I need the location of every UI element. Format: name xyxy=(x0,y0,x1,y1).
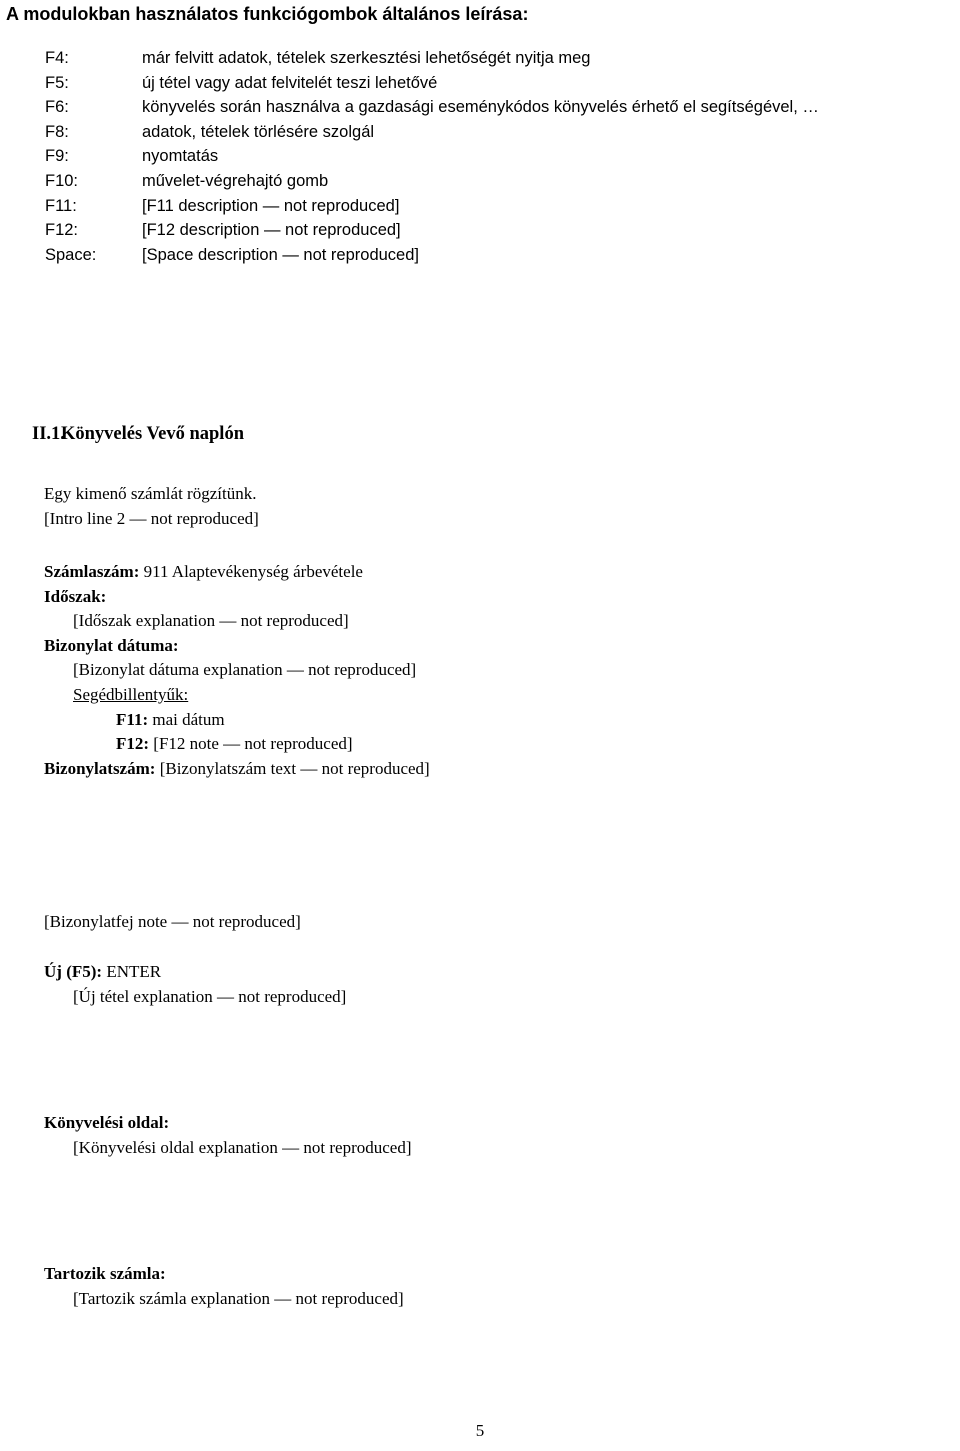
function-key-label: F8: xyxy=(45,122,69,141)
uj-tetel-block xyxy=(44,960,957,1009)
uj-tetel-line xyxy=(44,960,957,985)
section-number: II.1. xyxy=(32,424,65,444)
elkeszult-block xyxy=(44,910,957,935)
intro-line: Egy kimenő számlát rögzítünk. xyxy=(44,484,257,503)
section-title xyxy=(32,422,244,447)
bizonylatszam-label: Bizonylatszám: xyxy=(44,758,156,778)
f11-key: F11: xyxy=(116,709,149,729)
uj-tetel-value: ENTER xyxy=(106,962,162,981)
f11-text: mai dátum xyxy=(152,709,225,729)
function-key-description: [F12 description — not reproduced] xyxy=(142,221,401,240)
function-key-row xyxy=(45,169,945,194)
f12-key: F12: xyxy=(116,734,150,754)
function-key-label: F4: xyxy=(45,49,69,67)
function-key-label: F9: xyxy=(45,147,69,166)
szamlaszam-value: 911 Alaptevékenység árbevétele xyxy=(143,562,363,581)
tartozik-szamla-block xyxy=(44,1262,957,1311)
function-keys-heading: A modulokban használatos funkciógombok általános leírása: xyxy=(6,4,529,24)
tartozik-szamla-text: [Tartozik számla explanation — not reproduced] xyxy=(73,1288,404,1308)
fields-block xyxy=(44,560,957,781)
function-key-row xyxy=(45,95,945,120)
function-key-description: könyvelés során használva a gazdasági eseménykódos könyvelés érhető el segítségével, … xyxy=(142,98,819,117)
bizonylat-datuma-label: Bizonylat dátuma: xyxy=(44,635,179,655)
function-key-row xyxy=(45,46,945,71)
function-key-row xyxy=(45,71,945,96)
konyvelesi-oldal-text: [Könyvelési oldal explanation — not reproduced] xyxy=(73,1137,412,1157)
uj-tetel-label: Új (F5): xyxy=(44,962,103,981)
function-key-description: [F11 description — not reproduced] xyxy=(142,196,400,215)
function-key-description: nyomtatás xyxy=(142,147,219,166)
segedbillentyuk-label: Segédbillentyűk: xyxy=(73,684,189,704)
konyvelesi-oldal-block xyxy=(44,1111,957,1160)
function-key-row xyxy=(45,144,945,169)
f12-text: [F12 note — not reproduced] xyxy=(153,734,353,754)
bizonylatszam-line xyxy=(44,757,957,782)
function-keys-list xyxy=(45,46,945,267)
function-key-label: F11: xyxy=(45,196,77,215)
function-key-description: már felvitt adatok, tételek szerkesztési lehetőségét nyitja meg xyxy=(142,49,591,67)
function-key-description: művelet-végrehajtó gomb xyxy=(142,171,329,190)
function-key-label: F12: xyxy=(45,221,79,240)
f12-line xyxy=(44,732,957,757)
function-key-row xyxy=(45,243,945,268)
function-key-label: F10: xyxy=(45,171,79,190)
elkeszult-line: [Bizonylatfej note — not reproduced] xyxy=(44,912,301,931)
idoszak-label: Időszak: xyxy=(44,586,107,606)
szamlaszam-line xyxy=(44,560,957,585)
function-key-row xyxy=(45,218,945,243)
function-key-row xyxy=(45,120,945,145)
function-key-row xyxy=(45,194,945,219)
intro-block xyxy=(44,482,957,531)
idoszak-line: [Időszak explanation — not reproduced] xyxy=(73,611,349,631)
function-key-label: F6: xyxy=(45,98,69,117)
function-key-label: Space: xyxy=(45,245,97,264)
function-key-label: F5: xyxy=(45,73,69,92)
function-key-description: [Space description — not reproduced] xyxy=(142,245,419,264)
tartozik-szamla-label: Tartozik számla: xyxy=(44,1264,166,1283)
intro-line: [Intro line 2 — not reproduced] xyxy=(44,508,259,528)
f11-line xyxy=(44,708,957,733)
szamlaszam-label: Számlaszám: xyxy=(44,562,140,581)
bizonylat-datuma-line: [Bizonylat dátuma explanation — not reproduced] xyxy=(73,660,417,680)
konyvelesi-oldal-label: Könyvelési oldal: xyxy=(44,1113,170,1132)
function-key-description: adatok, tételek törlésére szolgál xyxy=(142,122,375,141)
uj-tetel-text: [Új tétel explanation — not reproduced] xyxy=(73,986,347,1006)
section-title-text: Könyvelés Vevő naplón xyxy=(61,424,244,444)
bizonylatszam-text: [Bizonylatszám text — not reproduced] xyxy=(159,758,430,778)
page-number: 5 xyxy=(475,1421,485,1440)
function-key-description: új tétel vagy adat felvitelét teszi lehetővé xyxy=(142,73,438,92)
